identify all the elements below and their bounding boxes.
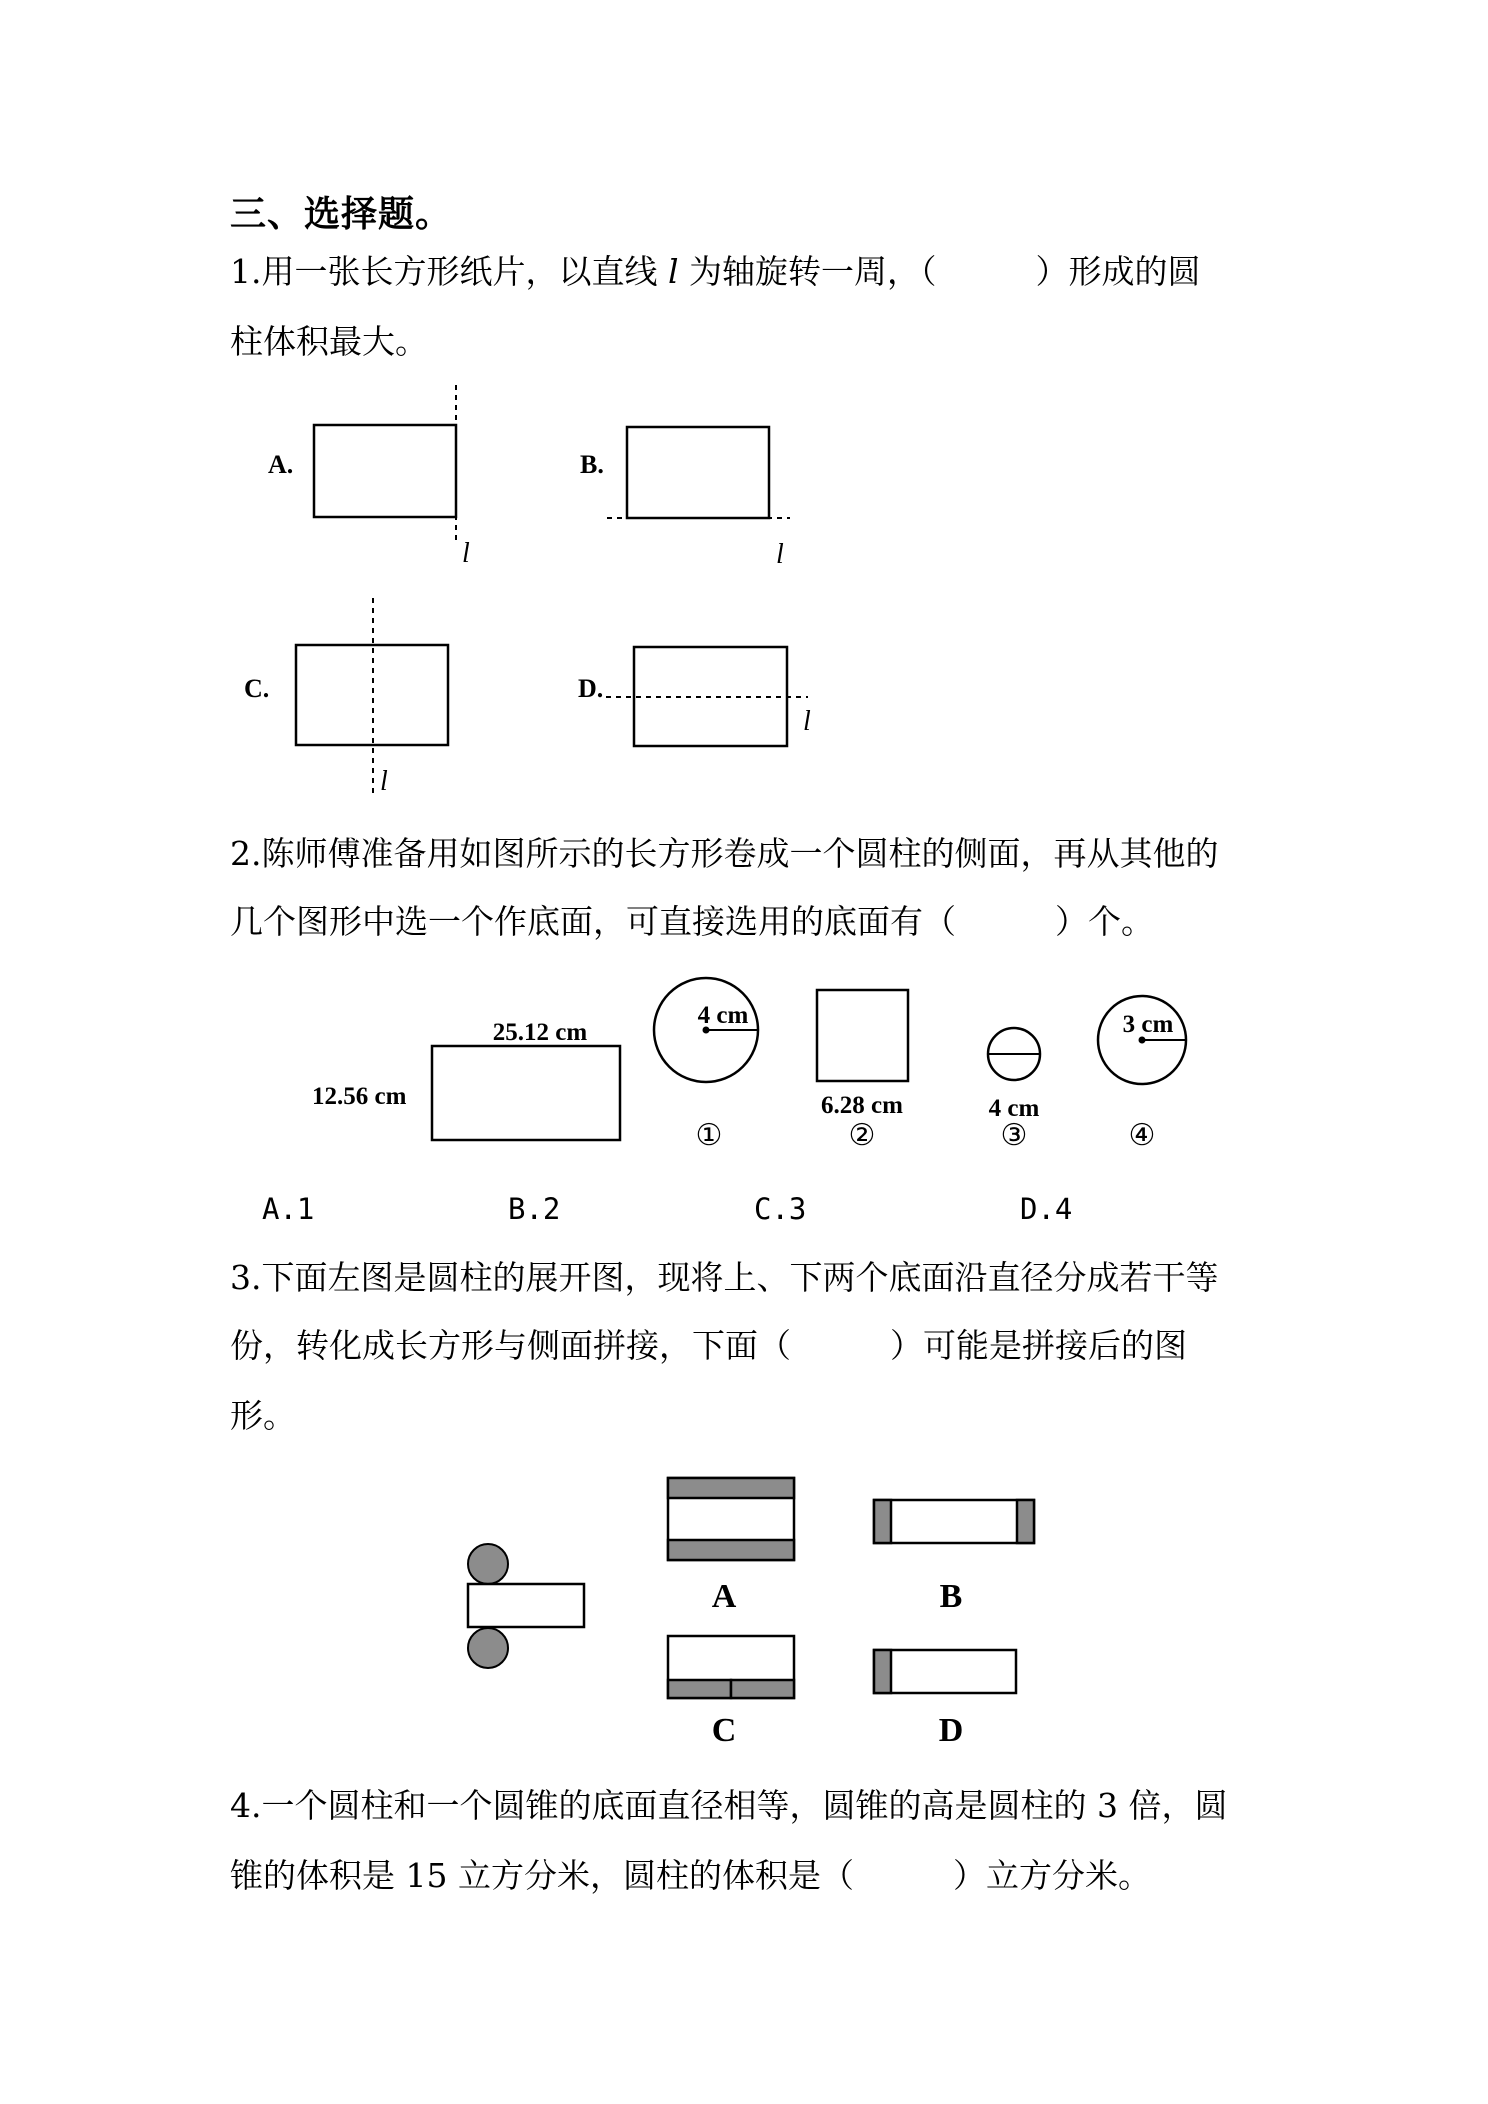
q2-line2: 几个图形中选一个作底面，可直接选用的底面有（ ）个。 — [230, 902, 1154, 941]
q3-choice-b-left-band — [874, 1500, 891, 1543]
q3-choice-b-right-band — [1017, 1500, 1034, 1543]
q1-line1-part-b: 为轴旋转一周，（ ）形成的圆 — [678, 252, 1201, 291]
q2-shape-4-num: ④ — [1128, 1119, 1156, 1152]
q4-line1: 4.一个圆柱和一个圆锥的底面直径相等，圆锥的高是圆柱的 3 倍，圆 — [230, 1786, 1228, 1825]
q1-figure-c — [244, 598, 448, 797]
q2-shape-2-num: ② — [848, 1119, 876, 1152]
q2-option-a[interactable]: A.1 — [262, 1192, 315, 1226]
q1-figure-d — [578, 647, 811, 746]
q3-choice-d-left-band — [874, 1650, 891, 1693]
q1-figure-d-axis-label: l — [803, 706, 811, 737]
q1-figure-a — [268, 385, 470, 569]
q2-option-b[interactable]: B.2 — [508, 1192, 561, 1226]
q3-net-bottom-circle — [468, 1628, 508, 1668]
q3-choice-b — [874, 1500, 1034, 1615]
q4-line2: 锥的体积是 15 立方分米，圆柱的体积是（ ）立方分米。 — [230, 1856, 1151, 1895]
q2-figures — [0, 960, 1488, 1160]
q3-choice-c-bottom-right-band — [731, 1680, 794, 1698]
q1-figure-c-label: C. — [244, 674, 270, 703]
q2-shape-3-label: 4 cm — [988, 1095, 1040, 1122]
q3-line3: 形。 — [230, 1396, 296, 1435]
q2-shape-1 — [654, 978, 758, 1152]
q1-figure-d-label: D. — [578, 674, 604, 703]
q1-figure-c-axis-label: l — [380, 766, 388, 797]
q3-net-rect — [468, 1584, 584, 1627]
q2-shape-2 — [817, 990, 908, 1152]
q3-choice-a-label: A — [711, 1578, 737, 1615]
q3-choice-b-frame — [874, 1500, 1034, 1543]
q3-choice-d-label: D — [938, 1712, 964, 1749]
q2-shape-3-num: ③ — [1000, 1119, 1028, 1152]
q1-figure-b-axis-label: l — [776, 539, 784, 570]
q3-choice-c-bottom-left-band — [668, 1680, 731, 1698]
q3-line2: 份，转化成长方形与侧面拼接，下面（ ）可能是拼接后的图 — [230, 1326, 1187, 1365]
q1-figure-b-label: B. — [580, 450, 604, 479]
q3-choice-d-frame — [874, 1650, 1016, 1693]
q2-square — [817, 990, 908, 1081]
q3-net — [468, 1544, 584, 1668]
q3-net-top-circle — [468, 1544, 508, 1584]
q3-choice-d — [874, 1650, 1016, 1749]
q3-choice-a-bottom-band — [668, 1540, 794, 1560]
q3-choice-c-label: C — [711, 1712, 737, 1749]
q1-figure-a-axis-label: l — [462, 538, 470, 569]
q2-shape-3 — [988, 1028, 1040, 1152]
q2-line1: 2.陈师傅准备用如图所示的长方形卷成一个圆柱的侧面，再从其他的 — [230, 834, 1219, 873]
q2-shape-1-label: 4 cm — [697, 1002, 749, 1029]
q2-rect — [432, 1046, 620, 1140]
q1-figure-b — [580, 427, 790, 570]
q1-axis-variable: l — [667, 252, 679, 291]
q3-line1: 3.下面左图是圆柱的展开图，现将上、下两个底面沿直径分成若干等 — [230, 1258, 1219, 1297]
q3-choice-a-top-band — [668, 1478, 794, 1498]
q1-figure-b-rect — [627, 427, 769, 518]
q1-figure-a-label: A. — [268, 450, 294, 479]
q1-figure-a-rect — [314, 425, 456, 517]
q1-line2: 柱体积最大。 — [230, 322, 428, 361]
q1-line1-part-a: 1.用一张长方形纸片，以直线 — [230, 252, 668, 291]
q2-rect-height-label: 12.56 cm — [312, 1083, 407, 1110]
q2-shape-4-label: 3 cm — [1122, 1011, 1174, 1038]
q2-option-d[interactable]: D.4 — [1020, 1192, 1073, 1226]
q3-choice-b-label: B — [939, 1578, 963, 1615]
q3-choice-a — [668, 1478, 794, 1615]
q2-rectangle — [312, 1019, 620, 1140]
q2-shape-4 — [1098, 996, 1186, 1152]
q2-shape-1-num: ① — [695, 1119, 723, 1152]
q2-rect-width-label: 25.12 cm — [492, 1019, 588, 1046]
q3-choice-c — [668, 1636, 794, 1749]
q2-option-c[interactable]: C.3 — [754, 1192, 807, 1226]
section-title: 三、选择题。 — [230, 194, 453, 235]
q3-figures — [0, 1460, 1488, 1770]
q1-figures — [0, 0, 1488, 830]
q2-shape-2-label: 6.28 cm — [821, 1092, 903, 1119]
